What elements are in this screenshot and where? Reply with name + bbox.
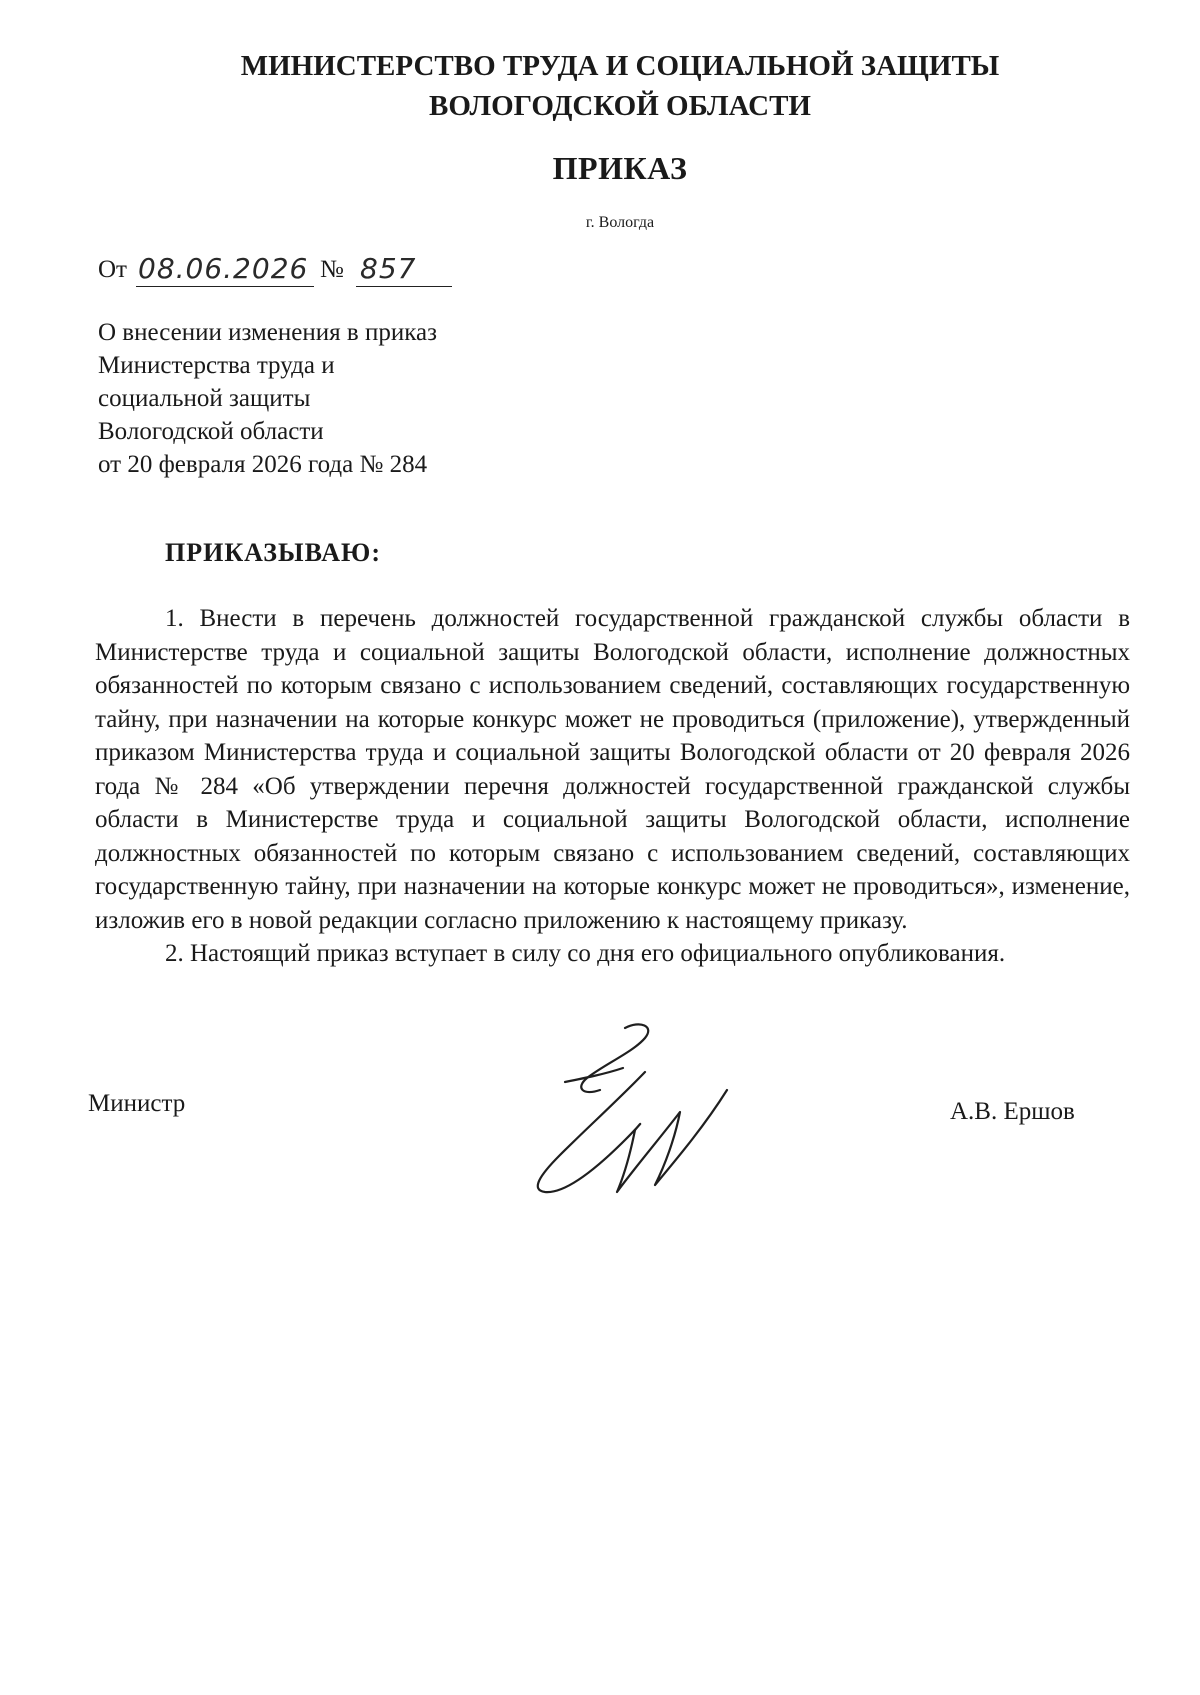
issuing-city: г. Вологда bbox=[585, 214, 655, 231]
subject-line: Вологодской области bbox=[98, 418, 324, 445]
order-paragraph-2: 2. Настоящий приказ вступает в силу со дня его официального опубликования. bbox=[165, 940, 1006, 967]
organization-header bbox=[150, 46, 1090, 126]
number-underline bbox=[356, 286, 452, 287]
date-label: От bbox=[98, 256, 127, 283]
handwritten-signature bbox=[505, 1020, 745, 1200]
organization-name-line-2: ВОЛОГОДСКОЙ ОБЛАСТИ bbox=[429, 90, 811, 122]
subject-line: социальной защиты bbox=[98, 385, 311, 412]
date-underline bbox=[136, 286, 314, 287]
subject-line: от 20 февраля 2026 года № 284 bbox=[98, 451, 428, 478]
document-subject bbox=[98, 316, 518, 481]
subject-line: О внесении изменения в приказ bbox=[98, 319, 437, 346]
document-type-title: ПРИКАЗ bbox=[552, 150, 688, 186]
subject-line: Министерства труда и bbox=[98, 352, 335, 379]
order-paragraph-1: 1. Внести в перечень должностей государственной гражданской службы области в Министерстве труда и социальной защиты Вологодской области, исполнение должностных обязанностей по которым связано с использованием сведений, составляющих государственную тайну, при назначении на которые конкурс может не проводиться (приложение), утвержденный приказом Министерства труда и социальной защиты Вологодской области от 20 февраля 2026 года № 284 «Об утверждении перечня должностей государственной гражданской службы области в Министерстве труда и социальной защиты Вологодской области, исполнение должностных обязанностей по которым связано с использованием сведений, составляющих государственную тайну, при назначении на которые конкурс может не проводиться», изменение, изложив его в новой редакции согласно приложению к настоящему приказу. bbox=[95, 605, 1130, 934]
organization-name-line-1: МИНИСТЕРСТВО ТРУДА И СОЦИАЛЬНОЙ ЗАЩИТЫ bbox=[240, 50, 1000, 82]
registration-line bbox=[98, 252, 518, 292]
signatory-title: Министр bbox=[88, 1090, 186, 1117]
handwritten-number: 857 bbox=[360, 252, 417, 285]
signatory-name: А.В. Ершов bbox=[950, 1098, 1075, 1125]
number-label: № bbox=[320, 256, 344, 283]
handwritten-date: 08.06.2026 bbox=[138, 252, 309, 285]
order-body bbox=[95, 602, 1130, 971]
order-directive: ПРИКАЗЫВАЮ: bbox=[165, 538, 381, 567]
